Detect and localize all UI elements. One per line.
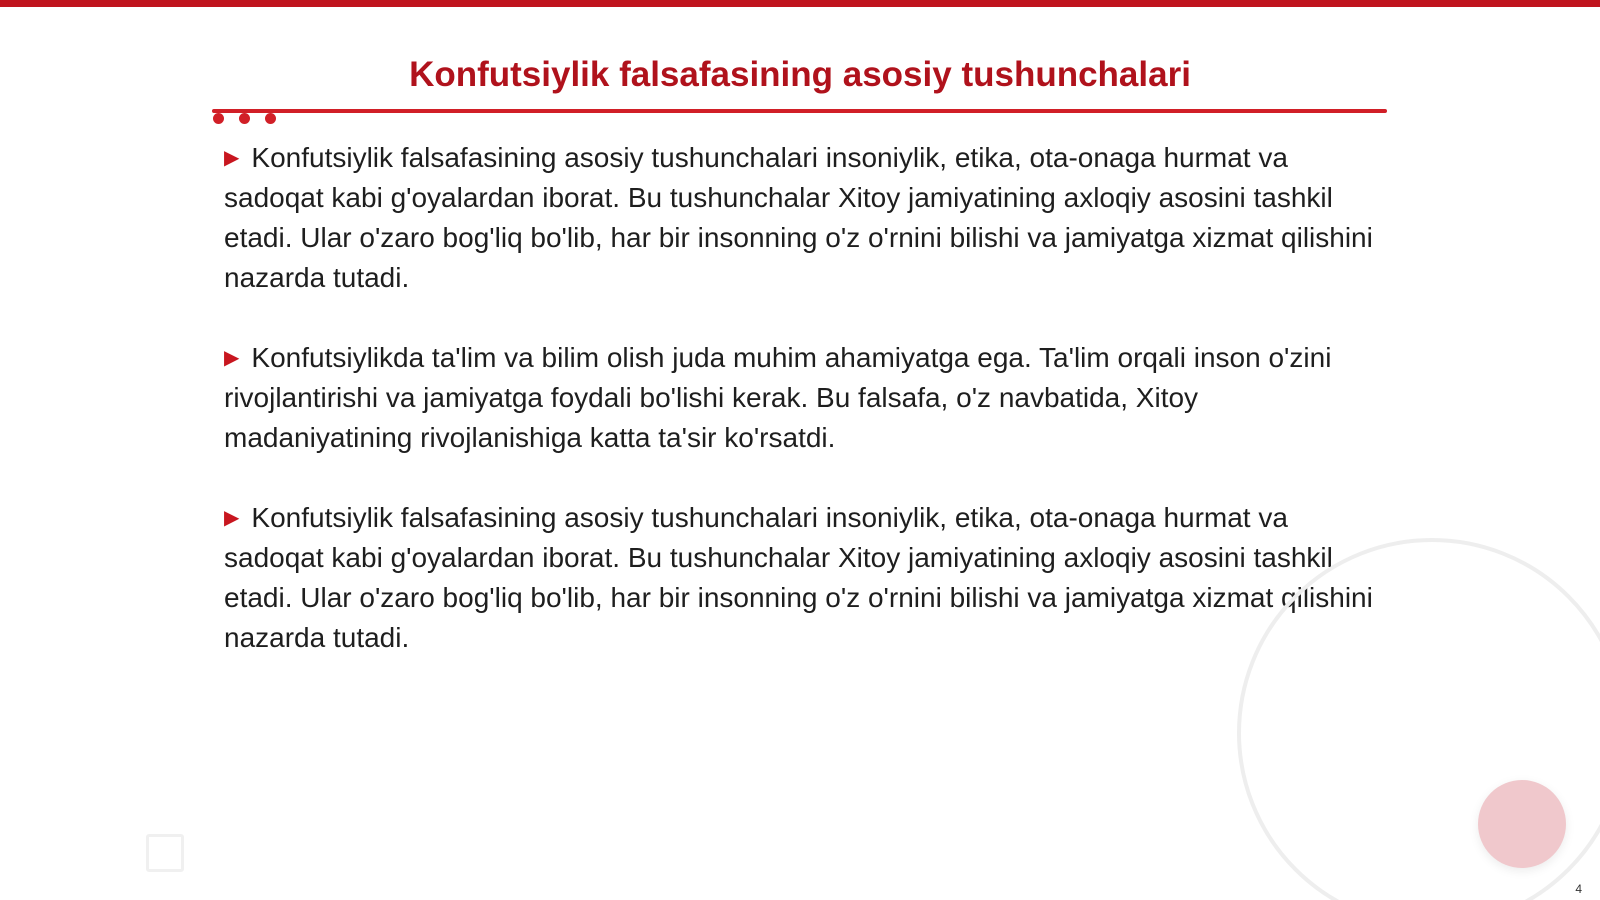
bullet-item [224, 498, 1374, 658]
title-underline [212, 109, 1387, 113]
page-number: 4 [1575, 882, 1582, 896]
decorative-dot [265, 113, 276, 124]
triangle-right-icon: ▶ [224, 347, 240, 369]
triangle-right-icon: ▶ [224, 507, 240, 529]
slide-title: Konfutsiylik falsafasining asosiy tushunchalari [409, 55, 1191, 94]
decorative-square [146, 834, 184, 872]
top-accent-bar [0, 0, 1600, 7]
bullet-item [224, 338, 1374, 458]
bullet-text: Konfutsiylik falsafasining asosiy tushunchalari insoniylik, etika, ota-onaga hurmat va sadoqat kabi g'oyalardan iborat. Bu tushunchalar Xitoy jamiyatining axloqiy asosini tashkil etadi. Ular o'zaro bog'liq bo'lib, har bir insonning o'z o'rnini bilishi va jamiyatga xizmat qilishini nazarda tutadi. [224, 142, 1373, 293]
decorative-dot [239, 113, 250, 124]
decorative-dot [213, 113, 224, 124]
bullet-list [224, 138, 1374, 698]
triangle-right-icon: ▶ [224, 147, 240, 169]
bullet-text: Konfutsiylikda ta'lim va bilim olish juda muhim ahamiyatga ega. Ta'lim orqali inson o'zini rivojlantirishi va jamiyatga foydali bo'lishi kerak. Bu falsafa, o'z navbatida, Xitoy madaniyatining rivojlanishiga katta ta'sir ko'rsatdi. [224, 342, 1332, 453]
bullet-item [224, 138, 1374, 298]
bullet-text: Konfutsiylik falsafasining asosiy tushunchalari insoniylik, etika, ota-onaga hurmat va sadoqat kabi g'oyalardan iborat. Bu tushunchalar Xitoy jamiyatining axloqiy asosini tashkil etadi. Ular o'zaro bog'liq bo'lib, har bir insonning o'z o'rnini bilishi va jamiyatga xizmat qilishini nazarda tutadi. [224, 502, 1373, 653]
decorative-circle [1478, 780, 1566, 868]
